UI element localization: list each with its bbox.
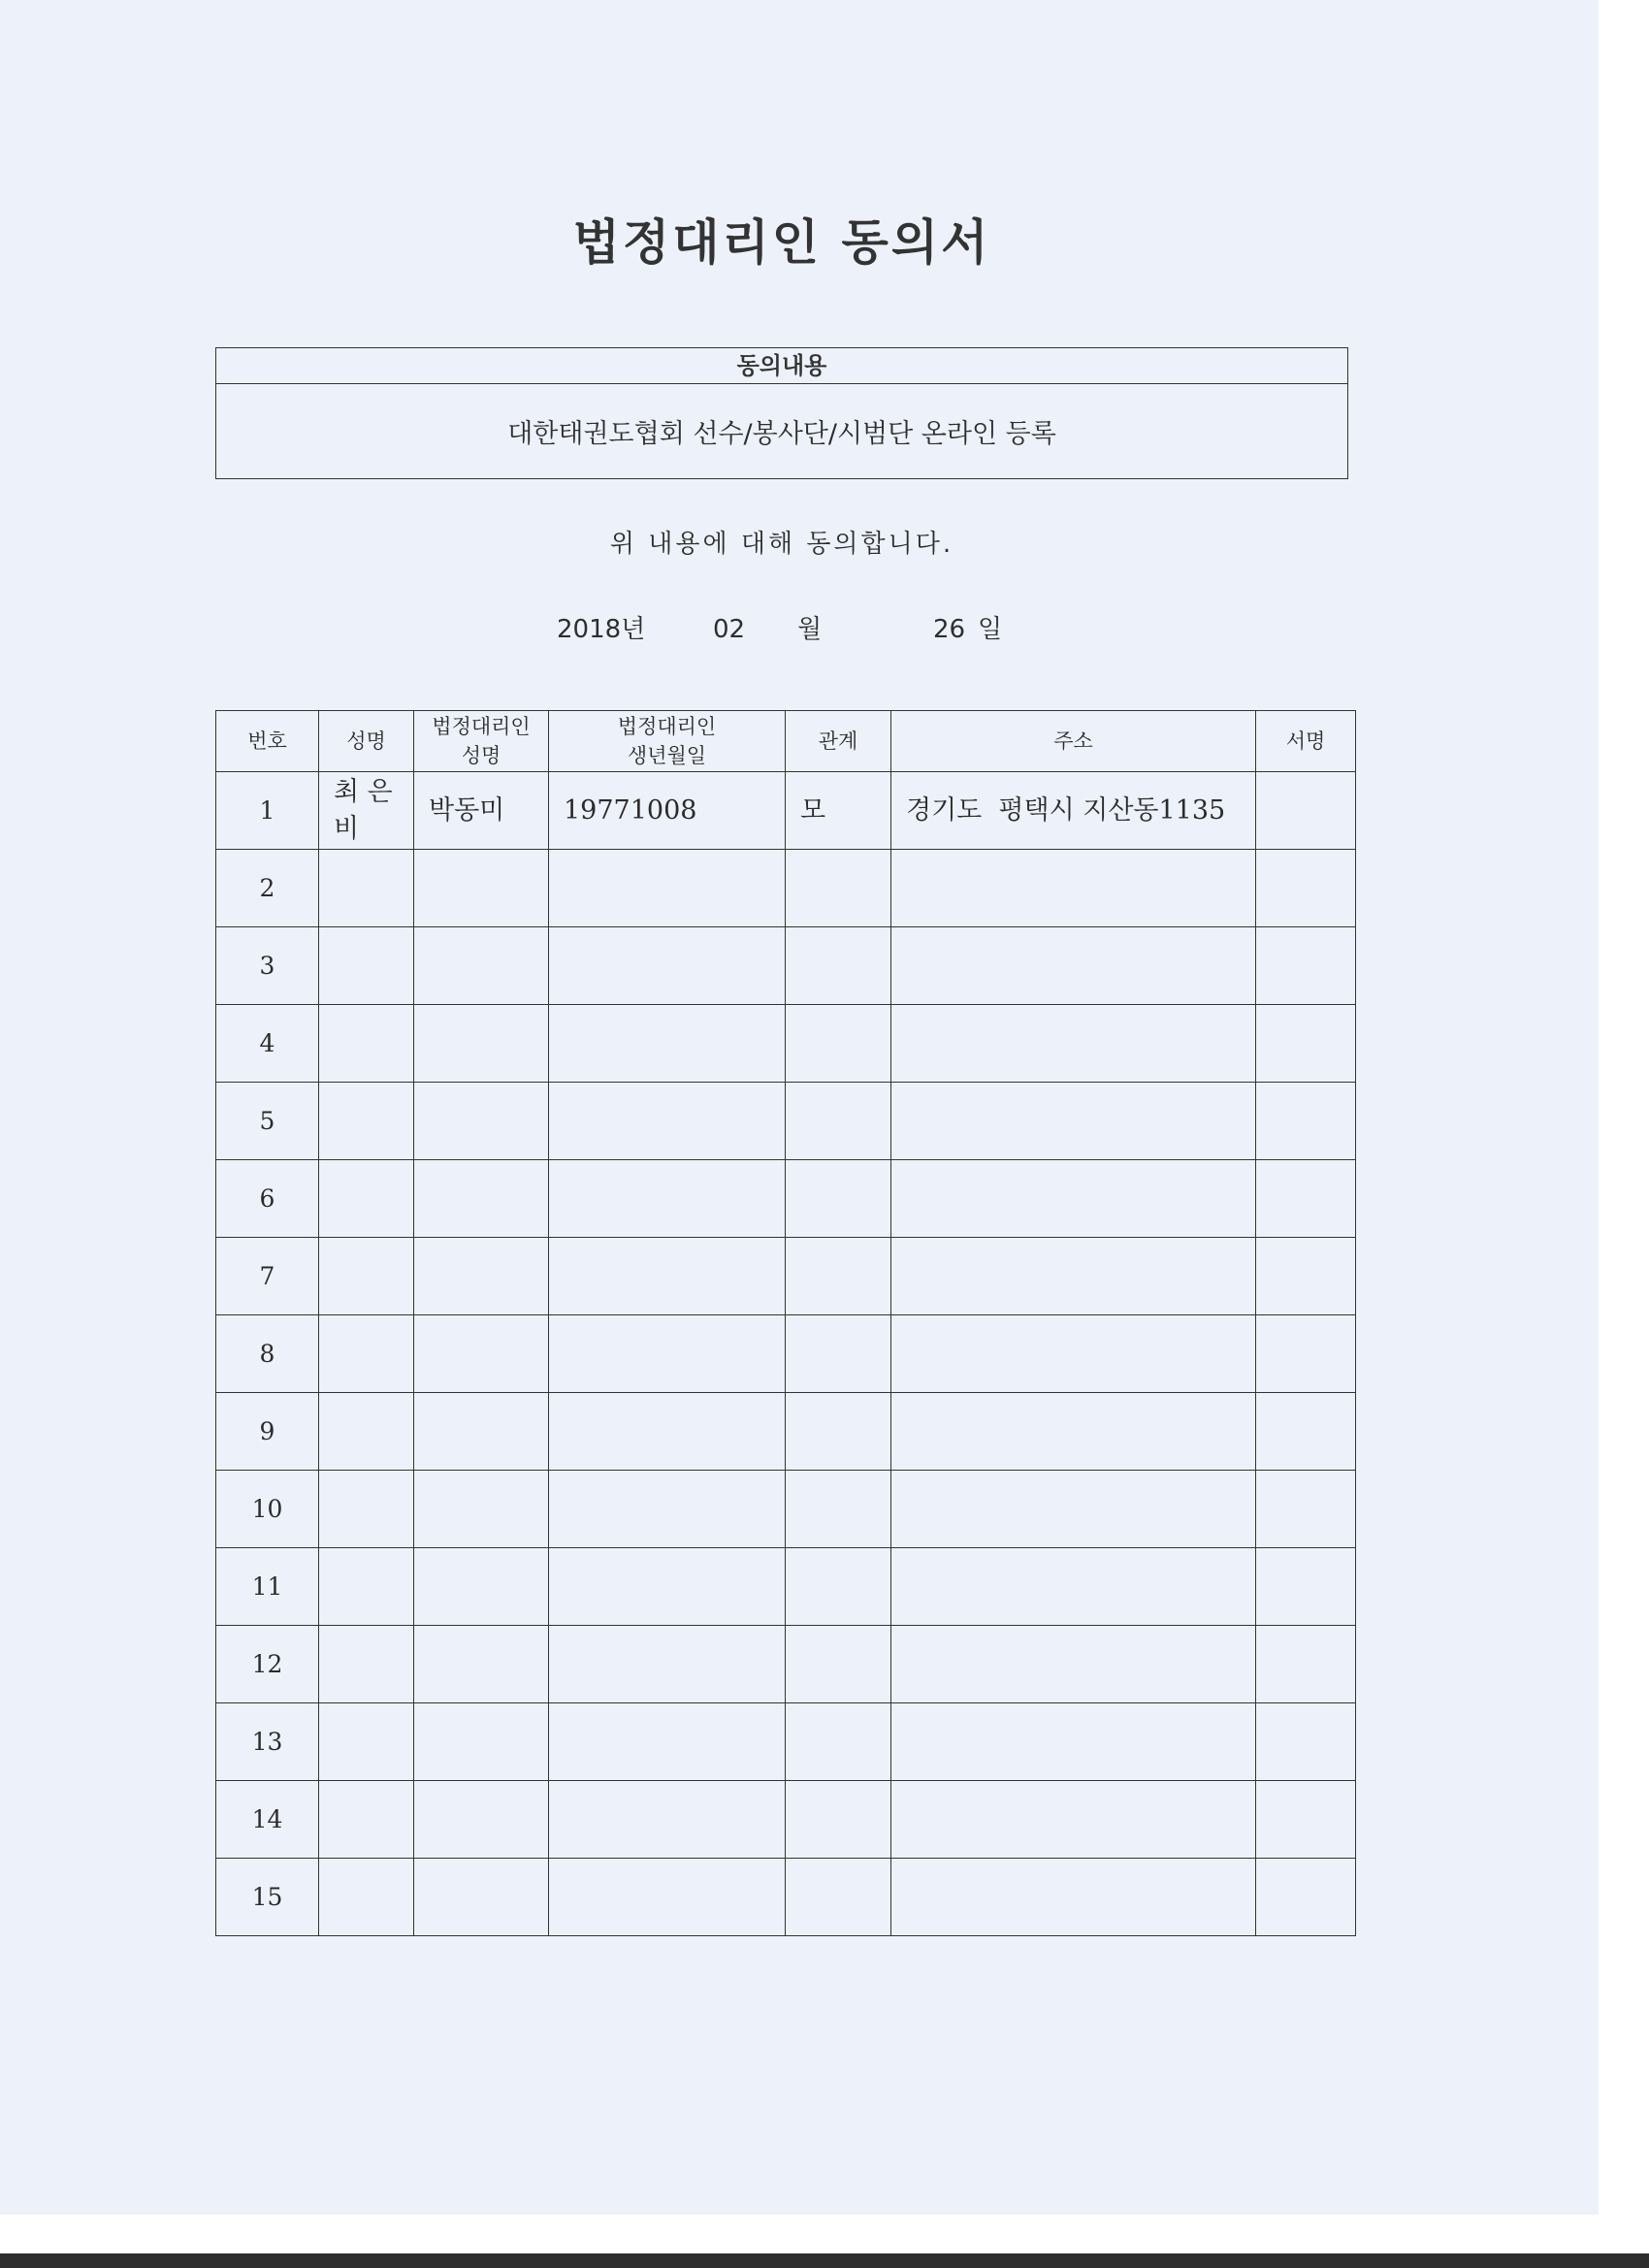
guardian-name-cell [414, 1005, 549, 1083]
guardian-name-cell [414, 1238, 549, 1315]
relation-cell [786, 1626, 891, 1703]
table-row [216, 1703, 1356, 1781]
relation-cell [786, 1005, 891, 1083]
header-signature: 서명 [1256, 711, 1356, 772]
guardian-name-cell [414, 1548, 549, 1626]
relation-cell [786, 1471, 891, 1548]
table-row [216, 1083, 1356, 1160]
consent-box-header: 동의내용 [216, 348, 1347, 384]
relation-cell [786, 927, 891, 1005]
guardian-name-cell [414, 1703, 549, 1781]
name-cell [319, 1859, 414, 1936]
guardian-birthdate-cell [549, 927, 786, 1005]
relation-cell [786, 1160, 891, 1238]
relation-cell [786, 1238, 891, 1315]
table-row [216, 1548, 1356, 1626]
guardian-birthdate-cell [549, 1859, 786, 1936]
address-cell [891, 850, 1256, 927]
table-header [216, 711, 1356, 772]
address-cell [891, 1083, 1256, 1160]
name-cell [319, 1781, 414, 1859]
table-row [216, 1315, 1356, 1393]
guardian-name-cell: 박동미 [414, 772, 549, 850]
relation-cell: 모 [786, 772, 891, 850]
row-number: 5 [216, 1083, 319, 1160]
guardian-birthdate-cell [549, 1626, 786, 1703]
signature-cell [1256, 1703, 1356, 1781]
table-row [216, 850, 1356, 927]
consent-statement: 위 내용에 대해 동의합니다. [609, 530, 954, 559]
guardian-name-cell [414, 1393, 549, 1471]
row-number: 10 [216, 1471, 319, 1548]
guardian-birthdate-cell [549, 1315, 786, 1393]
table-row [216, 1238, 1356, 1315]
header-guardian-name: 법정대리인 성명 [414, 711, 549, 772]
consent-box-content: 대한태권도협회 선수/봉사단/시범단 온라인 등록 [507, 418, 1056, 449]
signature-cell [1256, 1548, 1356, 1626]
table-row [216, 927, 1356, 1005]
table-row [216, 1626, 1356, 1703]
row-number: 12 [216, 1626, 319, 1703]
name-cell [319, 1471, 414, 1548]
address-cell [891, 927, 1256, 1005]
row-number: 1 [216, 772, 319, 850]
row-number: 4 [216, 1005, 319, 1083]
relation-cell [786, 1393, 891, 1471]
signature-cell [1256, 1471, 1356, 1548]
row-number: 9 [216, 1393, 319, 1471]
table-row [216, 1859, 1356, 1936]
date-day-unit: 일 [978, 615, 1003, 644]
relation-cell [786, 1548, 891, 1626]
signature-cell [1256, 1626, 1356, 1703]
guardian-name-cell [414, 1160, 549, 1238]
guardian-name-cell [414, 1083, 549, 1160]
guardian-consent-table [215, 710, 1356, 1936]
consent-box [215, 347, 1348, 479]
date-year: 2018년 [557, 615, 646, 644]
guardian-name-cell [414, 927, 549, 1005]
address-cell [891, 1781, 1256, 1859]
table-row [216, 1781, 1356, 1859]
guardian-name-cell [414, 1859, 549, 1936]
table-header-row [216, 711, 1356, 772]
address-cell [891, 1005, 1256, 1083]
guardian-birthdate-cell [549, 1393, 786, 1471]
guardian-name-cell [414, 1471, 549, 1548]
relation-cell [786, 1703, 891, 1781]
signature-cell [1256, 1160, 1356, 1238]
name-cell [319, 1548, 414, 1626]
signature-cell [1256, 1238, 1356, 1315]
row-number: 13 [216, 1703, 319, 1781]
guardian-name-cell [414, 850, 549, 927]
name-cell [319, 1315, 414, 1393]
address-cell [891, 1703, 1256, 1781]
signature-cell [1256, 1005, 1356, 1083]
relation-cell [786, 850, 891, 927]
signature-cell [1256, 772, 1356, 850]
table-body [216, 772, 1356, 1936]
guardian-birthdate-cell [549, 1160, 786, 1238]
row-number: 8 [216, 1315, 319, 1393]
document-title: 법정대리인 동의서 [572, 213, 991, 271]
signature-cell [1256, 1393, 1356, 1471]
guardian-birthdate-cell [549, 850, 786, 927]
header-guardian-birthdate: 법정대리인 생년월일 [549, 711, 786, 772]
signature-cell [1256, 927, 1356, 1005]
address-cell [891, 1393, 1256, 1471]
address-cell [891, 1315, 1256, 1393]
relation-cell [786, 1859, 891, 1936]
guardian-birthdate-cell [549, 1548, 786, 1626]
header-name: 성명 [319, 711, 414, 772]
guardian-birthdate-cell [549, 1005, 786, 1083]
date-line [0, 612, 1599, 647]
signature-cell [1256, 1315, 1356, 1393]
name-cell [319, 1626, 414, 1703]
guardian-name-cell [414, 1315, 549, 1393]
relation-cell [786, 1781, 891, 1859]
date-month-unit: 월 [797, 615, 823, 644]
signature-cell [1256, 1781, 1356, 1859]
signature-cell [1256, 1083, 1356, 1160]
address-cell: 경기도 평택시 지산동1135 [891, 772, 1256, 850]
name-cell [319, 1238, 414, 1315]
table-row [216, 772, 1356, 850]
guardian-birthdate-cell [549, 1471, 786, 1548]
guardian-birthdate-cell [549, 1781, 786, 1859]
guardian-birthdate-cell: 19771008 [549, 772, 786, 850]
name-cell [319, 1005, 414, 1083]
row-number: 11 [216, 1548, 319, 1626]
row-number: 7 [216, 1238, 319, 1315]
name-cell [319, 1083, 414, 1160]
name-cell: 최 은 비 [319, 772, 414, 850]
relation-cell [786, 1315, 891, 1393]
table-row [216, 1393, 1356, 1471]
row-number: 3 [216, 927, 319, 1005]
name-cell [319, 1703, 414, 1781]
guardian-birthdate-cell [549, 1703, 786, 1781]
name-cell [319, 1160, 414, 1238]
row-number: 6 [216, 1160, 319, 1238]
header-number: 번호 [216, 711, 319, 772]
guardian-birthdate-cell [549, 1083, 786, 1160]
row-number: 14 [216, 1781, 319, 1859]
name-cell [319, 1393, 414, 1471]
date-month: 02 [713, 615, 746, 644]
table-row [216, 1160, 1356, 1238]
table-row [216, 1005, 1356, 1083]
address-cell [891, 1859, 1256, 1936]
address-cell [891, 1471, 1256, 1548]
address-cell [891, 1238, 1256, 1315]
date-day: 26 [933, 615, 966, 644]
address-cell [891, 1626, 1256, 1703]
guardian-name-cell [414, 1626, 549, 1703]
guardian-birthdate-cell [549, 1238, 786, 1315]
signature-cell [1256, 850, 1356, 927]
address-cell [891, 1548, 1256, 1626]
guardian-name-cell [414, 1781, 549, 1859]
relation-cell [786, 1083, 891, 1160]
scan-bottom-edge [0, 2253, 1649, 2268]
row-number: 2 [216, 850, 319, 927]
table-row [216, 1471, 1356, 1548]
signature-cell [1256, 1859, 1356, 1936]
header-address: 주소 [891, 711, 1256, 772]
header-relation: 관계 [786, 711, 891, 772]
row-number: 15 [216, 1859, 319, 1936]
name-cell [319, 850, 414, 927]
address-cell [891, 1160, 1256, 1238]
name-cell [319, 927, 414, 1005]
